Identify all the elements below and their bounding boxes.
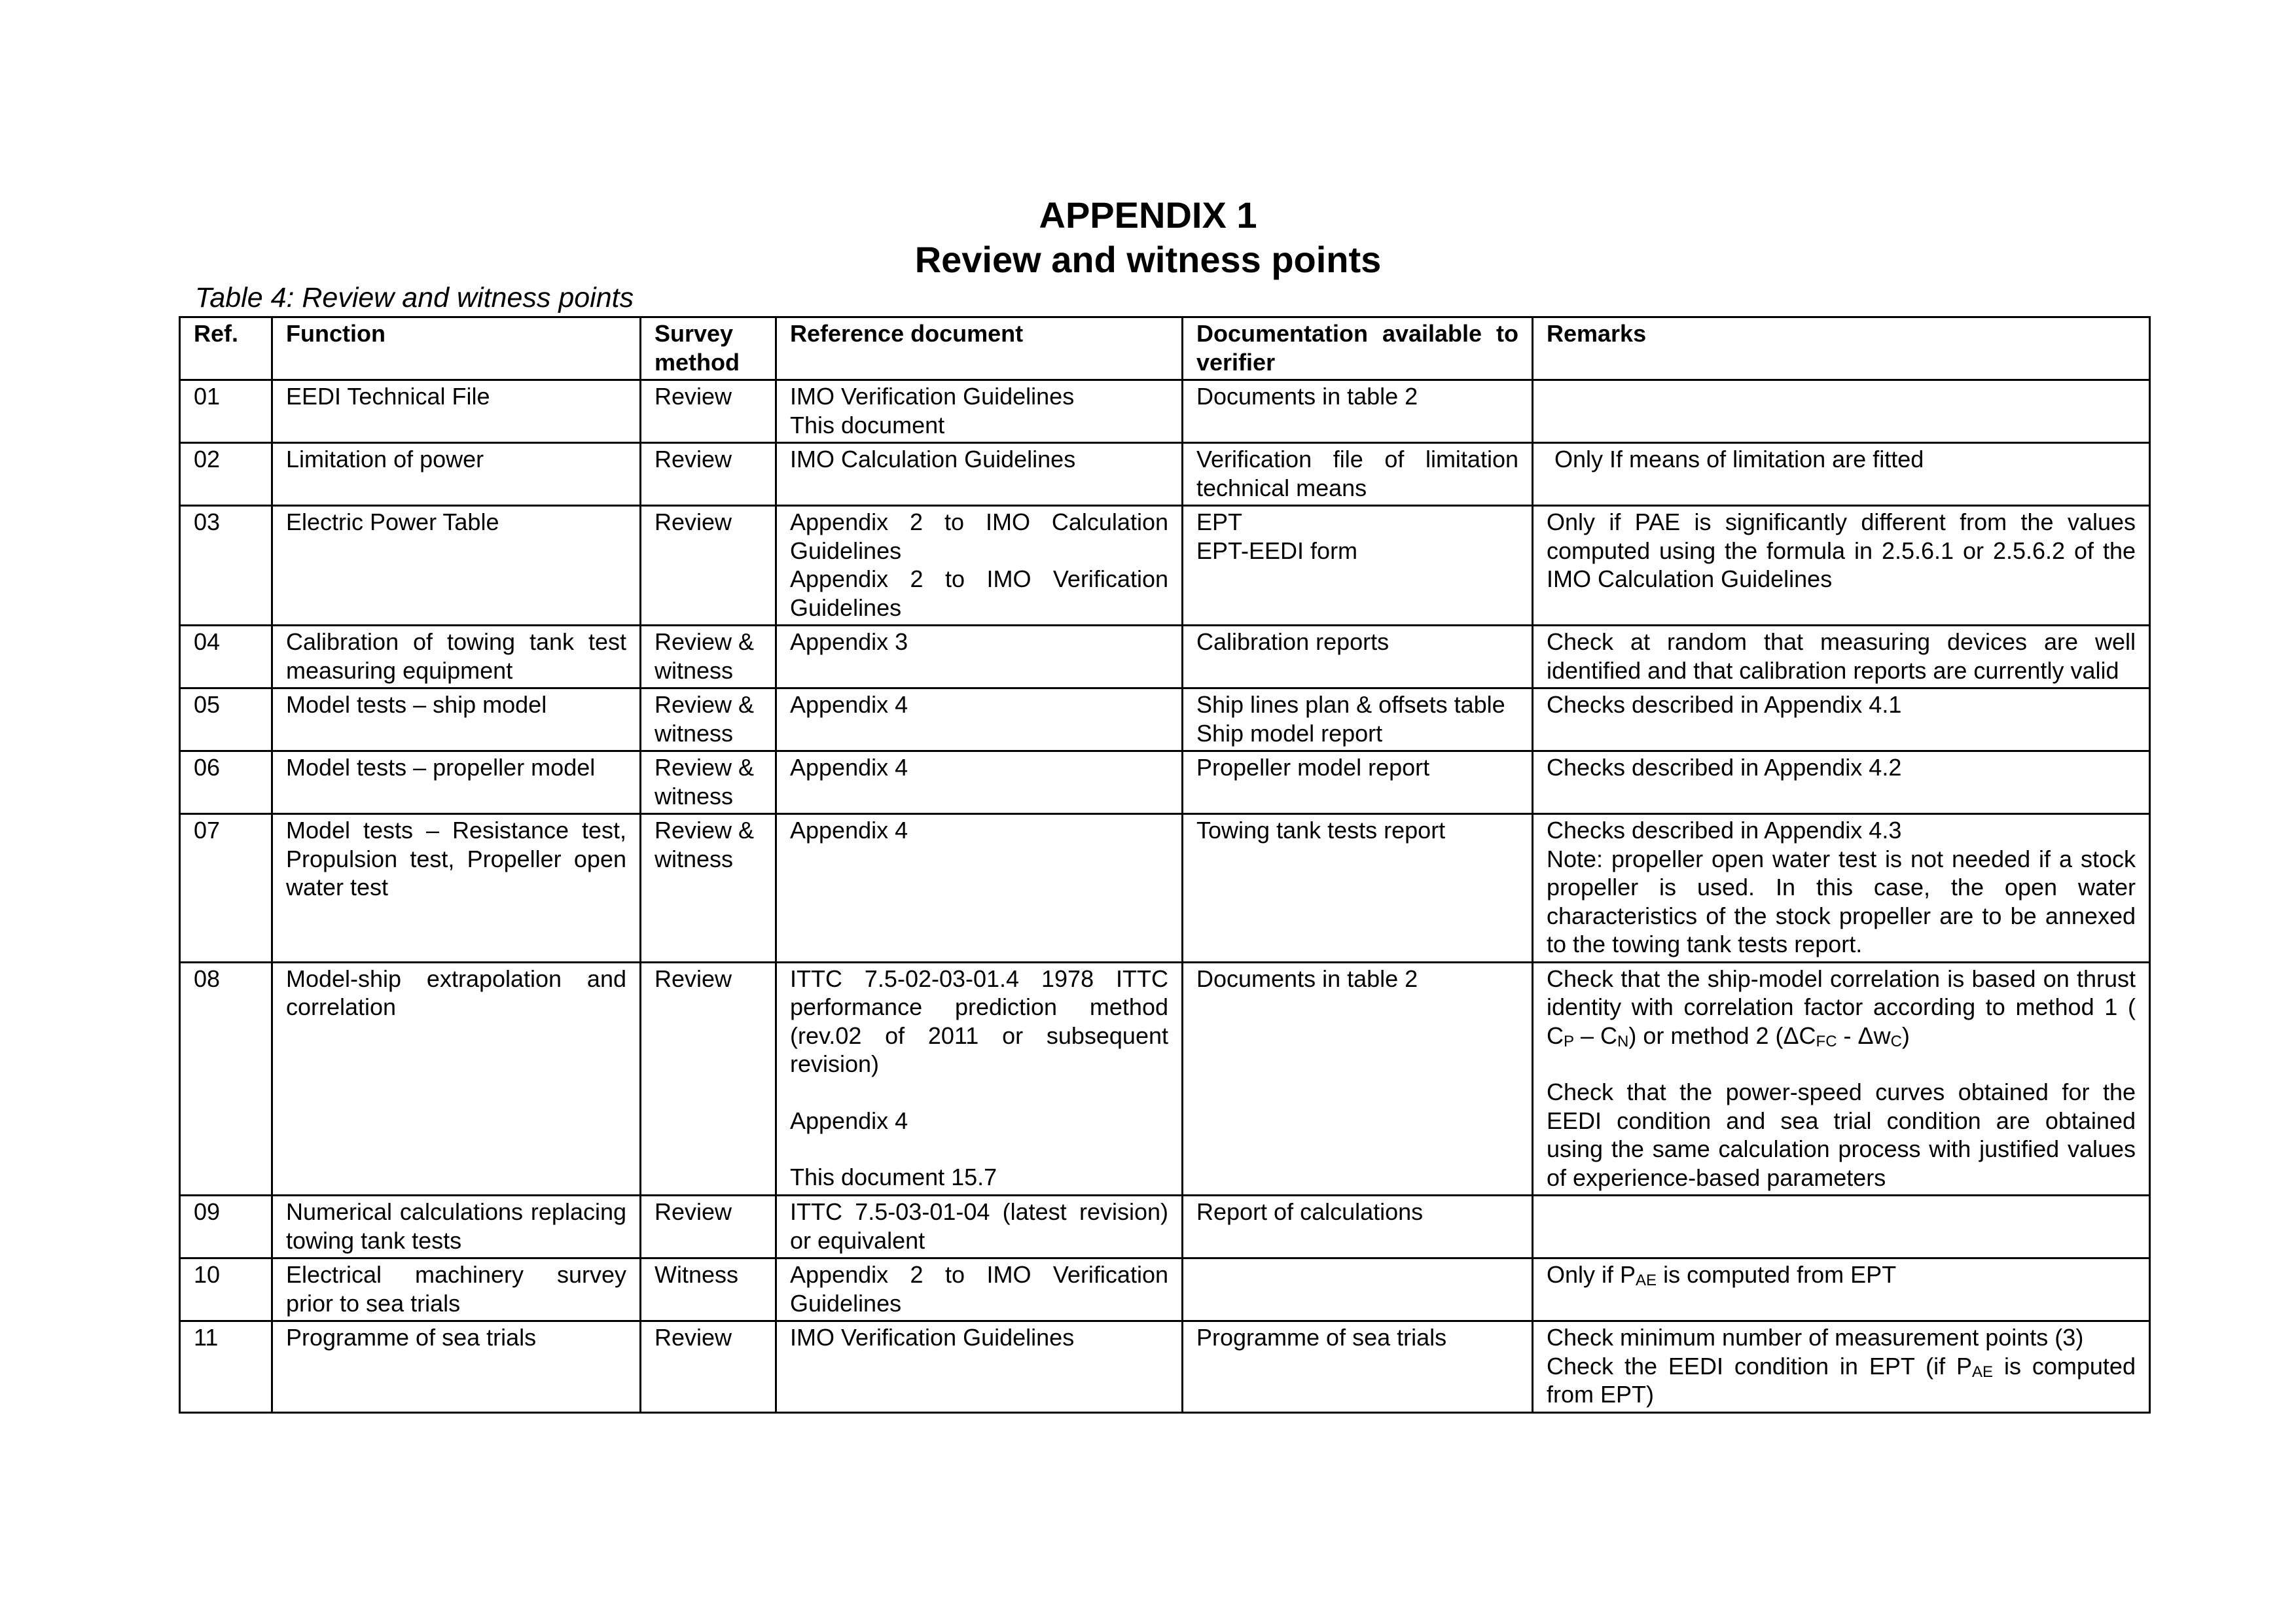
subscript: FC <box>1816 1032 1837 1050</box>
cell-documentation <box>1183 1321 1533 1413</box>
cell-reference <box>776 751 1183 814</box>
spacer <box>790 1135 1168 1163</box>
cell-survey-method: Review <box>641 506 776 626</box>
cell-reference <box>776 814 1183 963</box>
reference-line: Appendix 2 to IMO Verification Guidelines <box>790 1261 1168 1317</box>
cell-documentation <box>1183 506 1533 626</box>
subscript: C <box>1890 1032 1902 1050</box>
subscript: P <box>1564 1032 1575 1050</box>
cell-remarks <box>1533 1258 2150 1321</box>
remarks-line: Only If means of limitation are fitted <box>1554 446 1924 473</box>
cell-function: Limitation of power <box>272 443 641 506</box>
documentation-line: Ship lines plan & offsets table <box>1196 691 1505 718</box>
documentation-line: Propeller model report <box>1196 754 1430 781</box>
cell-function: Model tests – propeller model <box>272 751 641 814</box>
documentation-line: Verification file of limitation technical means <box>1196 446 1518 501</box>
cell-reference <box>776 626 1183 688</box>
cell-survey-method: Review <box>641 1196 776 1258</box>
cell-function: EEDI Technical File <box>272 380 641 443</box>
remarks-line <box>1547 1260 2136 1289</box>
documentation-line: Report of calculations <box>1196 1198 1424 1225</box>
cell-ref: 08 <box>180 962 272 1196</box>
cell-remarks <box>1533 1196 2150 1258</box>
cell-ref: 05 <box>180 688 272 751</box>
remarks-text: is computed from EPT) <box>1547 1352 2136 1408</box>
remarks-text: Only if P <box>1547 1261 1636 1288</box>
cell-documentation <box>1183 443 1533 506</box>
spacer <box>790 1079 1168 1107</box>
table-row <box>180 1196 2150 1258</box>
cell-documentation <box>1183 380 1533 443</box>
table-row <box>180 380 2150 443</box>
cell-documentation <box>1183 751 1533 814</box>
cell-survey-method: Review <box>641 1321 776 1413</box>
remarks-text: ) <box>1901 1022 1910 1049</box>
reference-line: Appendix 4 <box>790 691 908 718</box>
reference-line: Appendix 4 <box>790 817 908 844</box>
remarks-line: Check that the power-speed curves obtained for the EEDI condition and sea trial condition are obtained using the same calculation process with justified values of experience-based parameters <box>1547 1079 2136 1191</box>
cell-remarks <box>1533 506 2150 626</box>
table-row <box>180 688 2150 751</box>
reference-line: This document <box>790 411 945 438</box>
reference-line: ITTC 7.5-02-03-01.4 1978 ITTC performance prediction method (rev.02 of 2011 or subsequent revision) <box>790 965 1168 1077</box>
remarks-line: Checks described in Appendix 4.2 <box>1547 754 1902 781</box>
cell-reference <box>776 1196 1183 1258</box>
table-row <box>180 443 2150 506</box>
spacer <box>1547 1050 2136 1078</box>
cell-documentation <box>1183 814 1533 963</box>
reference-line: IMO Verification Guidelines <box>790 383 1075 410</box>
subscript: N <box>1617 1032 1629 1050</box>
documentation-line: Documents in table 2 <box>1196 383 1418 410</box>
cell-function: Model tests – Resistance test, Propulsion test, Propeller open water test <box>272 814 641 963</box>
cell-documentation <box>1183 688 1533 751</box>
cell-documentation <box>1183 1196 1533 1258</box>
remarks-line: Check at random that measuring devices are well identified and that calibration reports are currently valid <box>1547 628 2136 684</box>
remarks-line: Check minimum number of measurement points (3) <box>1547 1324 2084 1351</box>
table-row <box>180 751 2150 814</box>
remarks-text: Check that the ship-model correlation is based on thrust identity with correlation factor according to method 1 ( C <box>1547 965 2136 1049</box>
reference-line: Appendix 4 <box>790 754 908 781</box>
remarks-line: Checks described in Appendix 4.3 <box>1547 817 1902 844</box>
cell-documentation <box>1183 1258 1533 1321</box>
cell-reference <box>776 688 1183 751</box>
reference-line: Appendix 2 to IMO Verification Guidelines <box>790 565 1168 621</box>
reference-line: IMO Calculation Guidelines <box>790 446 1076 473</box>
cell-remarks <box>1533 751 2150 814</box>
documentation-line: Calibration reports <box>1196 628 1390 655</box>
appendix-title: APPENDIX 1 <box>1039 194 1257 236</box>
table-row <box>180 814 2150 963</box>
review-witness-table <box>179 316 2151 1414</box>
cell-remarks <box>1533 443 2150 506</box>
table-row <box>180 1321 2150 1413</box>
header-survey-method: Survey method <box>641 317 776 380</box>
cell-survey-method: Review <box>641 962 776 1196</box>
remarks-text: is computed from EPT <box>1657 1261 1897 1288</box>
reference-line: Appendix 3 <box>790 628 908 655</box>
cell-ref: 07 <box>180 814 272 963</box>
remarks-line <box>1547 965 2136 1050</box>
reference-line: This document 15.7 <box>790 1164 997 1190</box>
remarks-text: ) or method 2 (ΔC <box>1628 1022 1816 1049</box>
cell-ref: 09 <box>180 1196 272 1258</box>
table-row <box>180 962 2150 1196</box>
cell-survey-method: Review & witness <box>641 626 776 688</box>
table-row <box>180 506 2150 626</box>
cell-ref: 03 <box>180 506 272 626</box>
cell-survey-method: Review & witness <box>641 751 776 814</box>
remarks-line <box>1547 1352 2136 1409</box>
appendix-subtitle: Review and witness points <box>914 239 1382 280</box>
documentation-line: Documents in table 2 <box>1196 965 1418 992</box>
remarks-text: – C <box>1574 1022 1618 1049</box>
cell-function: Model-ship extrapolation and correlation <box>272 962 641 1196</box>
cell-remarks <box>1533 688 2150 751</box>
cell-ref: 10 <box>180 1258 272 1321</box>
cell-survey-method: Review <box>641 443 776 506</box>
cell-function: Programme of sea trials <box>272 1321 641 1413</box>
remarks-line: Note: propeller open water test is not needed if a stock propeller is used. In this case, the open water characteristics of the stock propeller are to be annexed to the towing tank tests report. <box>1547 845 2136 957</box>
cell-function: Electric Power Table <box>272 506 641 626</box>
subscript: AE <box>1636 1272 1657 1289</box>
cell-ref: 06 <box>180 751 272 814</box>
cell-survey-method: Review <box>641 380 776 443</box>
header-ref: Ref. <box>180 317 272 380</box>
header-reference-document: Reference document <box>776 317 1183 380</box>
table-caption: Table 4: Review and witness points <box>195 282 634 313</box>
cell-documentation <box>1183 962 1533 1196</box>
cell-reference <box>776 506 1183 626</box>
cell-remarks <box>1533 626 2150 688</box>
remarks-line: Only if PAE is significantly different from the values computed using the formula in 2.5.6.1 or 2.5.6.2 of the IMO Calculation Guidelines <box>1547 508 2136 592</box>
header-function: Function <box>272 317 641 380</box>
documentation-line: Towing tank tests report <box>1196 817 1446 844</box>
table-row <box>180 1258 2150 1321</box>
cell-reference <box>776 962 1183 1196</box>
remarks-line: Checks described in Appendix 4.1 <box>1547 691 1902 718</box>
reference-line: Appendix 2 to IMO Calculation Guidelines <box>790 508 1168 564</box>
table-header-row <box>180 317 2150 380</box>
subscript: AE <box>1972 1363 1994 1381</box>
cell-reference <box>776 380 1183 443</box>
reference-line: IMO Verification Guidelines <box>790 1324 1075 1351</box>
cell-survey-method: Review & witness <box>641 814 776 963</box>
reference-line: Appendix 4 <box>790 1107 908 1134</box>
cell-ref: 04 <box>180 626 272 688</box>
cell-reference <box>776 1258 1183 1321</box>
cell-function: Model tests – ship model <box>272 688 641 751</box>
cell-survey-method: Witness <box>641 1258 776 1321</box>
cell-reference <box>776 443 1183 506</box>
reference-line: ITTC 7.5-03-01-04 (latest revision) or equivalent <box>790 1198 1168 1254</box>
cell-ref: 02 <box>180 443 272 506</box>
documentation-line: Ship model report <box>1196 719 1383 747</box>
header-documentation: Documentation available to verifier <box>1183 317 1533 380</box>
documentation-line: EPT <box>1196 508 1243 535</box>
cell-ref: 11 <box>180 1321 272 1413</box>
cell-reference <box>776 1321 1183 1413</box>
header-remarks: Remarks <box>1533 317 2150 380</box>
cell-function: Electrical machinery survey prior to sea trials <box>272 1258 641 1321</box>
cell-function: Numerical calculations replacing towing tank tests <box>272 1196 641 1258</box>
remarks-text: - Δw <box>1837 1022 1891 1049</box>
cell-survey-method: Review & witness <box>641 688 776 751</box>
cell-documentation <box>1183 626 1533 688</box>
cell-function: Calibration of towing tank test measuring equipment <box>272 626 641 688</box>
documentation-line: Programme of sea trials <box>1196 1324 1447 1351</box>
page-title-block <box>0 193 2296 282</box>
cell-remarks <box>1533 1321 2150 1413</box>
cell-remarks <box>1533 962 2150 1196</box>
cell-remarks <box>1533 814 2150 963</box>
documentation-line: EPT-EEDI form <box>1196 537 1358 564</box>
cell-ref: 01 <box>180 380 272 443</box>
remarks-text: Check the EEDI condition in EPT (if P <box>1547 1352 1973 1380</box>
cell-remarks <box>1533 380 2150 443</box>
table-row <box>180 626 2150 688</box>
